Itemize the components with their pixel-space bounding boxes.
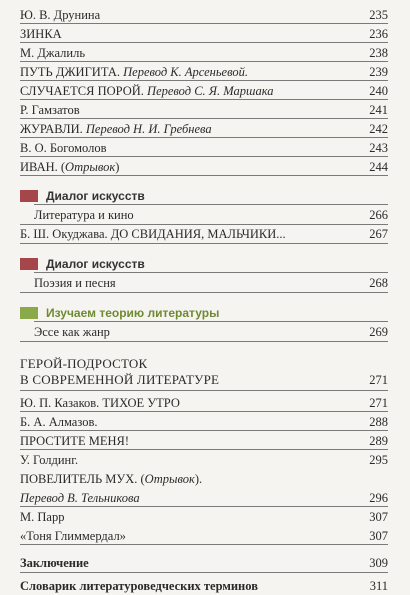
page-number: 239 (369, 65, 388, 79)
entry-title: «Тоня Глиммердал» (20, 529, 126, 543)
divider-rule (20, 156, 388, 157)
page-number: 271 (369, 396, 388, 410)
entry-title: Р. Гамзатов (20, 103, 80, 117)
page-number: 244 (369, 160, 388, 174)
entry-title (20, 489, 140, 507)
page-number: 236 (369, 27, 388, 41)
entry-subtitle: Перевод К. Арсеньевой. (123, 65, 248, 79)
toc-entry (20, 101, 388, 119)
entry-subtitle: Перевод В. Тельникова (20, 491, 140, 505)
divider-rule (20, 572, 388, 573)
entry-subtitle: Отрывок (144, 472, 195, 486)
toc-entry (20, 527, 388, 545)
chapter-title: ГЕРОЙ-ПОДРОСТОК (20, 356, 148, 371)
entry-title: ЖУРАВЛИ. Перевод Н. И. Гребнева (20, 122, 212, 136)
toc-entry (20, 489, 388, 507)
page-number: 271 (369, 373, 388, 387)
divider-rule (34, 272, 388, 273)
entry-title: Ю. В. Друнина (20, 8, 101, 22)
toc-entry (20, 25, 388, 43)
page-number: 307 (369, 529, 388, 543)
entry-title: ПРОСТИТЕ МЕНЯ! (20, 434, 129, 448)
section-entry (34, 323, 388, 341)
toc-entry (20, 470, 388, 488)
section-heading-text: Диалог искусств (46, 257, 145, 271)
section-entry (20, 225, 388, 243)
page-number: 241 (369, 103, 388, 117)
entry-title: ИВАН. (Отрывок) (20, 160, 120, 174)
conclusion-entry (20, 554, 388, 572)
entry-title: Ю. П. Казаков. ТИХОЕ УТРО (20, 396, 180, 410)
toc-entry (20, 6, 388, 24)
entry-title: Эссе как жанр (34, 325, 110, 339)
section-entry (34, 206, 388, 224)
entry-title: ПОВЕЛИТЕЛЬ МУХ. (Отрывок). (20, 472, 203, 486)
section-entry (34, 274, 388, 292)
entry-title: Поэзия и песня (34, 276, 116, 290)
toc-entry (20, 432, 388, 450)
divider-rule (20, 80, 388, 81)
divider-rule (20, 544, 388, 545)
divider-rule (20, 99, 388, 100)
section-marker (20, 190, 38, 202)
page-number: 238 (369, 46, 388, 60)
entry-title: М. Парр (20, 510, 65, 524)
entry-title: У. Голдинг. (20, 453, 79, 467)
page-number: 296 (369, 491, 388, 505)
divider-rule (20, 42, 388, 43)
section-heading-text: Изучаем теорию литературы (46, 306, 220, 320)
divider-rule (20, 449, 388, 450)
entry-title: В СОВРЕМЕННОЙ ЛИТЕРАТУРЕ (20, 372, 220, 387)
page-number: 288 (369, 415, 388, 429)
chapter-title-line2 (20, 371, 388, 389)
toc-entry (20, 120, 388, 138)
section-heading-text: Диалог искусств (46, 189, 145, 203)
entry-title: Б. Ш. Окуджава. ДО СВИДАНИЯ, МАЛЬЧИКИ... (20, 227, 286, 241)
divider-rule (20, 411, 388, 412)
toc-entry (20, 413, 388, 431)
entry-title: ПУТЬ ДЖИГИТА. Перевод К. Арсеньевой. (20, 65, 248, 79)
toc-entry (20, 44, 388, 62)
toc-entry (20, 451, 388, 469)
divider-rule (20, 137, 388, 138)
section-heading (20, 304, 219, 322)
page-number: 307 (369, 510, 388, 524)
divider-rule (20, 430, 388, 431)
divider-rule (34, 204, 388, 205)
page-number: 268 (369, 276, 388, 290)
toc-entry (20, 394, 388, 412)
page-number: 235 (369, 8, 388, 22)
page-number: 309 (369, 556, 388, 570)
divider-rule (20, 243, 388, 244)
entry-title: В. О. Богомолов (20, 141, 107, 155)
toc-entry (20, 508, 388, 526)
entry-title: Литература и кино (34, 208, 134, 222)
toc-entry (20, 63, 388, 81)
divider-rule (20, 175, 388, 176)
section-marker (20, 307, 38, 319)
page-number: 289 (369, 434, 388, 448)
entry-title: Б. А. Алмазов. (20, 415, 98, 429)
page-number: 242 (369, 122, 388, 136)
divider-rule (20, 292, 388, 293)
divider-rule (20, 341, 388, 342)
entry-title: Словарик литературоведческих терминов (20, 579, 258, 593)
toc-entry (20, 139, 388, 157)
section-heading (20, 187, 145, 205)
page-number: 266 (369, 208, 388, 222)
toc-entry (20, 158, 388, 176)
divider-rule (20, 23, 388, 24)
entry-subtitle: Перевод Н. И. Гребнева (85, 122, 212, 136)
page-number: 240 (369, 84, 388, 98)
entry-title: ЗИНКА (20, 27, 62, 41)
page-number: 269 (369, 325, 388, 339)
section-heading (20, 255, 145, 273)
divider-rule (20, 61, 388, 62)
glossary-entry (20, 577, 388, 595)
entry-title: Заключение (20, 556, 89, 570)
divider-rule (20, 118, 388, 119)
section-marker (20, 258, 38, 270)
divider-rule (20, 506, 388, 507)
page-number: 243 (369, 141, 388, 155)
entry-title: М. Джалиль (20, 46, 86, 60)
page-number: 311 (369, 579, 388, 593)
divider-rule (20, 390, 388, 391)
entry-title: СЛУЧАЕТСЯ ПОРОЙ. Перевод С. Я. Маршака (20, 84, 274, 98)
page-number: 267 (369, 227, 388, 241)
entry-subtitle: Отрывок (65, 160, 116, 174)
entry-subtitle: Перевод С. Я. Маршака (147, 84, 274, 98)
toc-entry (20, 82, 388, 100)
page-number: 295 (369, 453, 388, 467)
divider-rule (34, 321, 388, 322)
